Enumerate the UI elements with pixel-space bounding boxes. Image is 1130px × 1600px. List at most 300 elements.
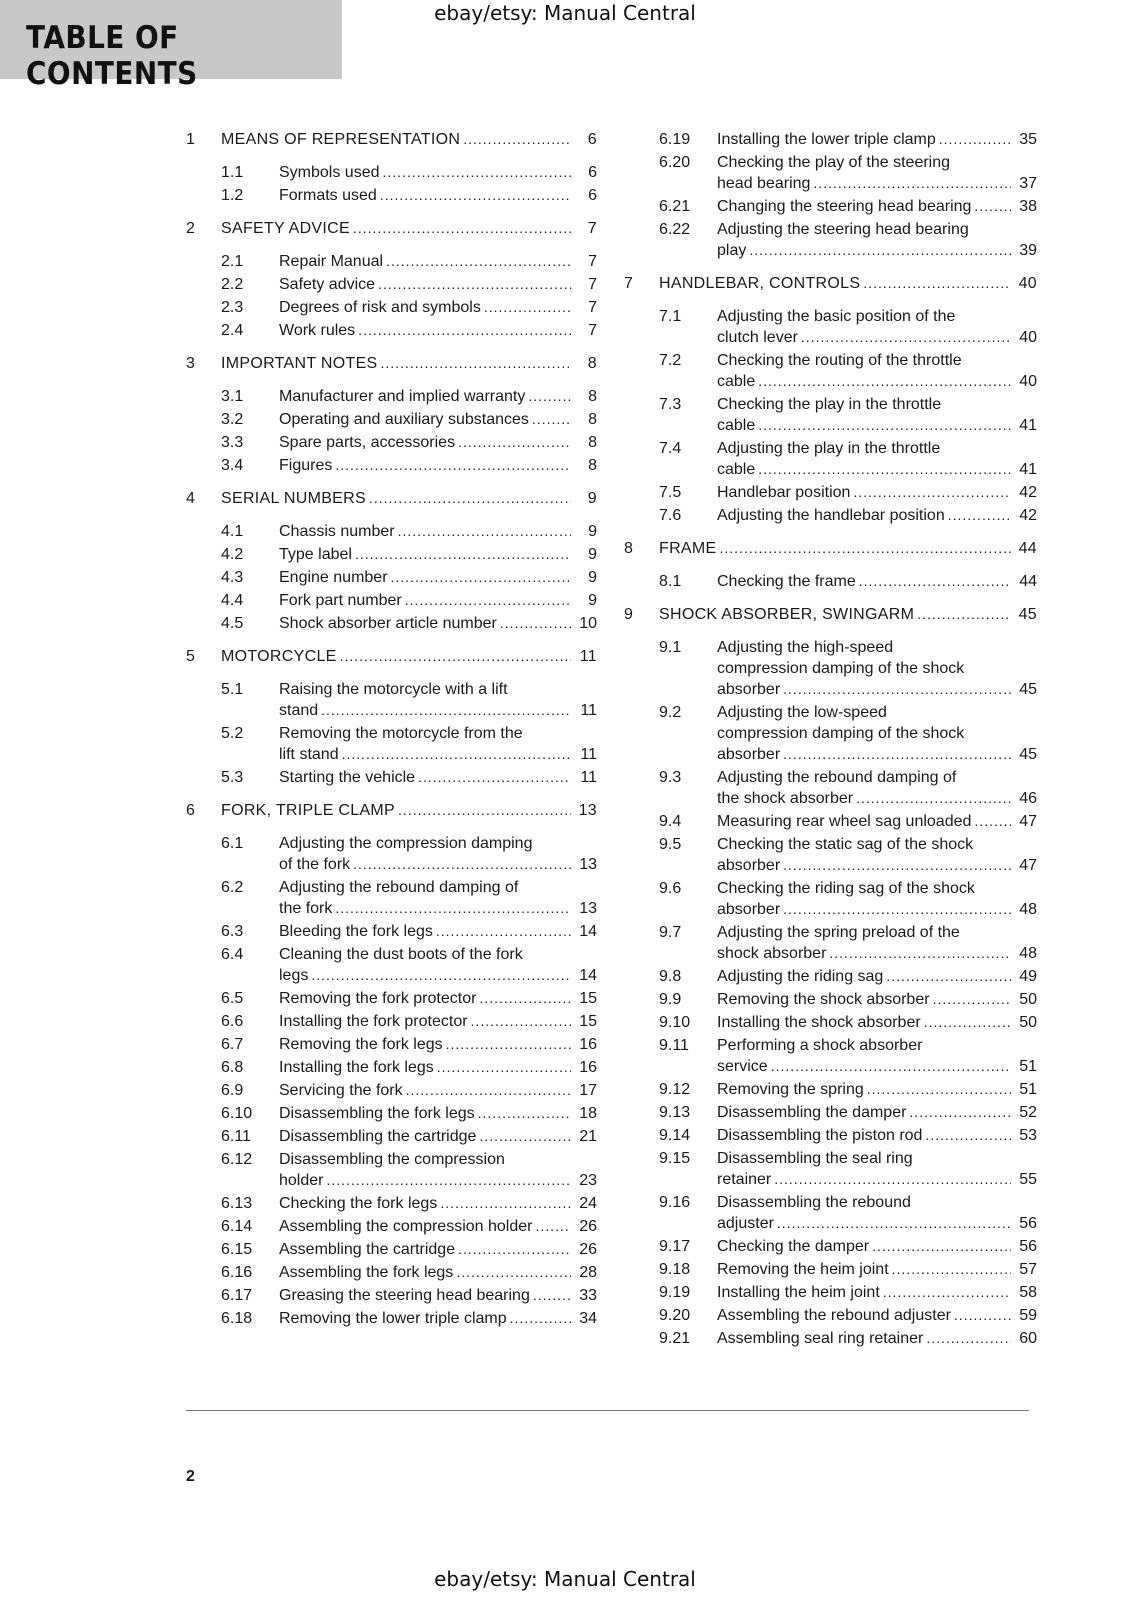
toc-chapter-entry <box>186 488 597 509</box>
toc-chapter-entry <box>186 353 597 374</box>
entry-title <box>717 482 1037 503</box>
entry-number: 3.2 <box>221 411 244 428</box>
entry-title-last-line <box>279 1193 597 1214</box>
toc-section-entry <box>624 394 1037 436</box>
entry-title <box>279 544 597 565</box>
entry-title-line: Assembling the fork legs <box>279 1264 454 1281</box>
entry-title-last-line <box>279 1126 597 1147</box>
entry-number: 9.7 <box>659 924 682 941</box>
entry-page-number: 45 <box>1019 681 1037 698</box>
toc-section-entry <box>624 196 1037 217</box>
entry-title-last-line <box>279 1011 597 1032</box>
entry-title-last-line <box>221 488 597 509</box>
entry-title-last-line <box>717 196 1037 217</box>
entry-title <box>717 505 1037 526</box>
entry-title <box>717 1282 1037 1303</box>
entry-title <box>717 1259 1037 1280</box>
entry-title-line: cable <box>717 417 756 434</box>
dot-leader <box>853 482 1011 503</box>
watermark-bottom: ebay/etsy: Manual Central <box>434 1567 696 1591</box>
dot-leader <box>892 1259 1011 1280</box>
entry-page-number: 9 <box>587 490 597 507</box>
toc-section-entry <box>186 521 597 542</box>
toc-section-entry <box>186 432 597 453</box>
entry-number: 6.8 <box>221 1059 244 1076</box>
entry-page-number: 42 <box>1019 484 1037 501</box>
entry-number: 6.14 <box>221 1218 253 1235</box>
entry-page-number: 59 <box>1019 1307 1037 1324</box>
entry-number: 9.14 <box>659 1127 691 1144</box>
dot-leader <box>758 415 1011 436</box>
dot-leader <box>510 1308 571 1329</box>
toc-section-entry <box>186 1057 597 1078</box>
toc-chapter-entry <box>186 129 597 150</box>
dot-leader <box>886 966 1011 987</box>
entry-title-line: play <box>717 242 747 259</box>
entry-title <box>279 185 597 206</box>
entry-title-line: Starting the vehicle <box>279 769 416 786</box>
dot-leader <box>774 1169 1011 1190</box>
entry-title-last-line <box>279 185 597 206</box>
entry-title-line: FORK, TRIPLE CLAMP <box>221 802 396 819</box>
toc-section-entry <box>186 409 597 430</box>
toc-section-entry <box>186 567 597 588</box>
entry-title-last-line <box>279 1103 597 1124</box>
entry-page-number: 11 <box>580 746 597 763</box>
entry-title <box>717 152 1037 194</box>
toc-section-entry <box>186 590 597 611</box>
entry-title-last-line <box>279 432 597 453</box>
entry-number: 6.4 <box>221 946 244 963</box>
entry-title-line: Adjusting the low-speed <box>717 704 887 721</box>
entry-title-last-line <box>279 1285 597 1306</box>
entry-page-number: 60 <box>1019 1330 1037 1347</box>
entry-title <box>279 1126 597 1147</box>
entry-number: 9.5 <box>659 836 682 853</box>
entry-page-number: 40 <box>1019 373 1037 390</box>
entry-title-last-line <box>717 744 1037 765</box>
entry-title <box>717 767 1037 809</box>
entry-title <box>717 571 1037 592</box>
entry-number: 9.9 <box>659 991 682 1008</box>
entry-title-line: Repair Manual <box>279 253 384 270</box>
entry-number: 9.15 <box>659 1150 691 1167</box>
entry-title-line: MOTORCYCLE <box>221 648 337 665</box>
entry-page-number: 47 <box>1019 857 1037 874</box>
entry-title-last-line <box>717 129 1037 150</box>
entry-title-line: Installing the fork protector <box>279 1013 468 1030</box>
entry-page-number: 21 <box>579 1128 597 1145</box>
toc-column-right <box>624 129 1037 1351</box>
entry-page-number: 37 <box>1019 175 1037 192</box>
entry-page-number: 51 <box>1019 1081 1037 1098</box>
entry-title-line: Formats used <box>279 187 377 204</box>
entry-title-line: Manufacturer and implied warranty <box>279 388 526 405</box>
entry-title <box>221 353 597 374</box>
entry-title <box>717 1012 1037 1033</box>
entry-title-last-line <box>717 679 1037 700</box>
entry-title-last-line <box>717 173 1037 194</box>
entry-number: 8.1 <box>659 573 682 590</box>
entry-title <box>221 218 597 239</box>
entry-number: 9.17 <box>659 1238 691 1255</box>
dot-leader <box>528 386 571 407</box>
entry-title <box>717 702 1037 765</box>
entry-page-number: 14 <box>579 967 597 984</box>
entry-page-number: 41 <box>1019 417 1037 434</box>
dot-leader <box>436 921 571 942</box>
entry-title-line: Greasing the steering head bearing <box>279 1287 530 1304</box>
entry-title-last-line <box>717 989 1037 1010</box>
entry-title-line: clutch lever <box>717 329 798 346</box>
entry-page-number: 41 <box>1019 461 1037 478</box>
entry-number: 6.7 <box>221 1036 244 1053</box>
toc-section-entry <box>186 877 597 919</box>
entry-page-number: 6 <box>588 187 597 204</box>
entry-title-line: Checking the riding sag of the shock <box>717 880 975 897</box>
dot-leader <box>872 1236 1011 1257</box>
entry-title-line: Disassembling the cartridge <box>279 1128 477 1145</box>
dot-leader <box>856 788 1011 809</box>
entry-title-last-line <box>717 1305 1037 1326</box>
entry-title <box>279 567 597 588</box>
entry-title <box>279 944 597 986</box>
dot-leader <box>813 173 1011 194</box>
dot-leader <box>758 459 1011 480</box>
toc-section-entry <box>186 1011 597 1032</box>
entry-page-number: 48 <box>1019 901 1037 918</box>
dot-leader <box>386 251 571 272</box>
dot-leader <box>925 1125 1011 1146</box>
dot-leader <box>418 767 571 788</box>
entry-number: 3.1 <box>221 388 244 405</box>
toc-section-entry <box>624 152 1037 194</box>
entry-title-line: Adjusting the rebound damping of <box>279 879 519 896</box>
entry-title-line: service <box>717 1058 768 1075</box>
dot-leader <box>456 1262 571 1283</box>
entry-title <box>717 1305 1037 1326</box>
entry-title-line: Spare parts, accessories <box>279 434 456 451</box>
entry-number: 9.10 <box>659 1014 691 1031</box>
toc-section-entry <box>624 834 1037 876</box>
entry-title-line: Checking the play in the throttle <box>717 396 942 413</box>
entry-page-number: 14 <box>579 923 597 940</box>
dot-leader <box>771 1056 1011 1077</box>
entry-title <box>279 297 597 318</box>
dot-leader <box>478 1103 571 1124</box>
entry-title <box>221 646 597 667</box>
entry-page-number: 9 <box>588 546 597 563</box>
dot-leader <box>867 1079 1011 1100</box>
entry-page-number: 28 <box>579 1264 597 1281</box>
entry-page-number: 7 <box>588 276 597 293</box>
dot-leader <box>342 744 571 765</box>
entry-title-line: of the fork <box>279 856 351 873</box>
entry-title-last-line <box>717 899 1037 920</box>
entry-title-last-line <box>717 240 1037 261</box>
toc-section-entry <box>624 1148 1037 1190</box>
entry-number: 2.1 <box>221 253 244 270</box>
entry-title-last-line <box>659 538 1037 559</box>
entry-number: 3.4 <box>221 457 244 474</box>
entry-title-line: Checking the static sag of the shock <box>717 836 974 853</box>
toc-chapter-entry <box>624 538 1037 559</box>
entry-number: 4.2 <box>221 546 244 563</box>
entry-number: 9.11 <box>659 1037 689 1054</box>
entry-title-last-line <box>717 1169 1037 1190</box>
entry-title-last-line <box>659 604 1037 625</box>
dot-leader <box>535 1216 571 1237</box>
entry-title <box>717 306 1037 348</box>
entry-page-number: 18 <box>579 1105 597 1122</box>
dot-leader <box>353 218 571 239</box>
entry-title-line: Disassembling the piston rod <box>717 1127 923 1144</box>
entry-number: 3.3 <box>221 434 244 451</box>
entry-title-last-line <box>221 646 597 667</box>
toc-section-entry <box>624 1125 1037 1146</box>
entry-number: 2 <box>186 220 195 237</box>
entry-title-line: Removing the fork legs <box>279 1036 443 1053</box>
toc-section-entry <box>186 162 597 183</box>
entry-title-line: Work rules <box>279 322 356 339</box>
toc-section-entry <box>186 1149 597 1191</box>
toc-section-entry <box>624 129 1037 150</box>
entry-title-line: Disassembling the damper <box>717 1104 907 1121</box>
entry-title-last-line <box>279 767 597 788</box>
entry-title-line: Adjusting the compression damping <box>279 835 533 852</box>
dot-leader <box>749 240 1011 261</box>
entry-title-last-line <box>717 1056 1037 1077</box>
entry-title-last-line <box>717 1259 1037 1280</box>
entry-page-number: 13 <box>578 802 597 819</box>
entry-title <box>717 1102 1037 1123</box>
entry-title-line: retainer <box>717 1171 772 1188</box>
toc-chapter-entry <box>624 273 1037 294</box>
entry-title-line: Type label <box>279 546 352 563</box>
entry-title-line: head bearing <box>717 175 811 192</box>
entry-number: 1.2 <box>221 187 244 204</box>
entry-number: 9.16 <box>659 1194 691 1211</box>
toc-section-entry <box>624 767 1037 809</box>
entry-title <box>717 637 1037 700</box>
entry-title <box>279 767 597 788</box>
entry-title-line: Adjusting the high-speed <box>717 639 894 656</box>
entry-title-line: Removing the spring <box>717 1081 864 1098</box>
entry-title-line: cable <box>717 461 756 478</box>
dot-leader <box>720 538 1012 559</box>
entry-page-number: 38 <box>1019 198 1037 215</box>
dot-leader <box>463 129 571 150</box>
toc-chapter-entry <box>624 604 1037 625</box>
entry-title-last-line <box>279 162 597 183</box>
toc-section-entry <box>624 350 1037 392</box>
dot-leader <box>383 162 572 183</box>
entry-page-number: 8 <box>588 388 597 405</box>
dot-leader <box>405 590 571 611</box>
toc-section-entry <box>186 1193 597 1214</box>
entry-title-line: Safety advice <box>279 276 376 293</box>
entry-title-last-line <box>717 482 1037 503</box>
entry-number: 9.4 <box>659 813 682 830</box>
entry-title-last-line <box>717 966 1037 987</box>
entry-title-line: HANDLEBAR, CONTROLS <box>659 275 861 292</box>
entry-title <box>279 1308 597 1329</box>
entry-title <box>279 1034 597 1055</box>
dot-leader <box>777 1213 1011 1234</box>
entry-title-last-line <box>717 459 1037 480</box>
entry-title-last-line <box>717 788 1037 809</box>
entry-title <box>717 1236 1037 1257</box>
entry-title <box>717 922 1037 964</box>
toc-section-entry <box>624 571 1037 592</box>
entry-title-last-line <box>221 800 597 821</box>
toc-section-entry <box>186 455 597 476</box>
heading-banner <box>0 0 342 92</box>
entry-title-line: legs <box>279 967 309 984</box>
entry-title-last-line <box>279 988 597 1009</box>
entry-title-line: Chassis number <box>279 523 395 540</box>
toc-section-entry <box>186 544 597 565</box>
entry-title <box>717 966 1037 987</box>
watermark-top: ebay/etsy: Manual Central <box>434 1 696 25</box>
entry-title-last-line <box>279 567 597 588</box>
entry-number: 6.2 <box>221 879 244 896</box>
entry-title-line: Cleaning the dust boots of the fork <box>279 946 523 963</box>
entry-title <box>279 921 597 942</box>
entry-title-last-line <box>279 320 597 341</box>
toc-section-entry <box>624 306 1037 348</box>
dot-leader <box>355 544 571 565</box>
entry-title-last-line <box>279 1057 597 1078</box>
entry-title-line: adjuster <box>717 1215 774 1232</box>
entry-number: 9.13 <box>659 1104 691 1121</box>
toc-section-entry <box>624 922 1037 964</box>
entry-title-last-line <box>717 1213 1037 1234</box>
entry-number: 9.3 <box>659 769 682 786</box>
entry-title-last-line <box>717 1102 1037 1123</box>
entry-title-line: Fork part number <box>279 592 402 609</box>
entry-title-last-line <box>279 409 597 430</box>
entry-title <box>717 1148 1037 1190</box>
entry-page-number: 8 <box>588 457 597 474</box>
entry-title-last-line <box>221 218 597 239</box>
entry-title-line: Raising the motorcycle with a lift <box>279 681 508 698</box>
entry-title <box>279 251 597 272</box>
entry-page-number: 48 <box>1019 945 1037 962</box>
toc-section-entry <box>186 833 597 875</box>
toc-section-entry <box>624 1102 1037 1123</box>
entry-title <box>279 162 597 183</box>
entry-page-number: 34 <box>579 1310 597 1327</box>
entry-title-last-line <box>659 273 1037 294</box>
entry-page-number: 6 <box>587 131 597 148</box>
entry-title-line: Measuring rear wheel sag unloaded <box>717 813 972 830</box>
toc-section-entry <box>624 482 1037 503</box>
entry-title <box>717 878 1037 920</box>
entry-title <box>279 1057 597 1078</box>
entry-title <box>717 219 1037 261</box>
entry-title <box>659 273 1037 294</box>
entry-page-number: 52 <box>1019 1104 1037 1121</box>
entry-number: 7.6 <box>659 507 682 524</box>
entry-title <box>279 1080 597 1101</box>
toc-section-entry <box>186 1034 597 1055</box>
dot-leader <box>801 327 1011 348</box>
entry-title-last-line <box>279 297 597 318</box>
toc-section-entry <box>624 966 1037 987</box>
toc-section-entry <box>186 297 597 318</box>
toc-section-entry <box>624 702 1037 765</box>
entry-title-line: stand <box>279 702 319 719</box>
entry-title <box>717 129 1037 150</box>
dot-leader <box>954 1305 1011 1326</box>
entry-title-line: Symbols used <box>279 164 380 181</box>
entry-page-number: 45 <box>1018 606 1037 623</box>
entry-number: 5 <box>186 648 195 665</box>
entry-page-number: 7 <box>588 299 597 316</box>
entry-number: 4.4 <box>221 592 244 609</box>
page-number: 2 <box>186 1468 195 1485</box>
entry-number: 1.1 <box>221 164 244 181</box>
entry-title-last-line <box>279 1216 597 1237</box>
entry-number: 7.5 <box>659 484 682 501</box>
entry-number: 9.8 <box>659 968 682 985</box>
entry-number: 4.3 <box>221 569 244 586</box>
entry-number: 9.20 <box>659 1307 691 1324</box>
entry-title <box>279 988 597 1009</box>
entry-title <box>717 1035 1037 1077</box>
dot-leader <box>939 129 1011 150</box>
entry-page-number: 35 <box>1019 131 1037 148</box>
entry-title-line: FRAME <box>659 540 717 557</box>
dot-leader <box>391 567 571 588</box>
entry-title-line: Adjusting the spring preload of the <box>717 924 960 941</box>
entry-title-line: Adjusting the riding sag <box>717 968 884 985</box>
entry-page-number: 39 <box>1019 242 1037 259</box>
entry-title-last-line <box>717 1125 1037 1146</box>
toc-section-entry <box>186 1216 597 1237</box>
entry-title-last-line <box>717 327 1037 348</box>
entry-number: 6 <box>186 802 195 819</box>
entry-title-line: SAFETY ADVICE <box>221 220 350 237</box>
entry-number: 8 <box>624 540 633 557</box>
entry-title-line: Assembling the compression holder <box>279 1218 533 1235</box>
entry-page-number: 7 <box>588 322 597 339</box>
dot-leader <box>479 1126 571 1147</box>
entry-title <box>279 1011 597 1032</box>
toc-section-entry <box>624 811 1037 832</box>
entry-title-last-line <box>279 544 597 565</box>
entry-title <box>279 1216 597 1237</box>
entry-title-line: absorber <box>717 901 781 918</box>
entry-number: 5.2 <box>221 725 244 742</box>
dot-leader <box>926 1328 1011 1349</box>
dot-leader <box>783 744 1011 765</box>
toc-section-entry <box>186 988 597 1009</box>
entry-title-line: Adjusting the rebound damping of <box>717 769 957 786</box>
entry-title <box>279 1285 597 1306</box>
entry-page-number: 57 <box>1019 1261 1037 1278</box>
dot-leader <box>335 455 571 476</box>
entry-page-number: 8 <box>588 434 597 451</box>
toc-section-entry <box>186 1126 597 1147</box>
entry-title-last-line <box>279 1308 597 1329</box>
dot-leader <box>783 855 1011 876</box>
dot-leader <box>974 196 1011 217</box>
dot-leader <box>321 700 571 721</box>
entry-page-number: 44 <box>1019 573 1037 590</box>
entry-title-last-line <box>279 613 597 634</box>
